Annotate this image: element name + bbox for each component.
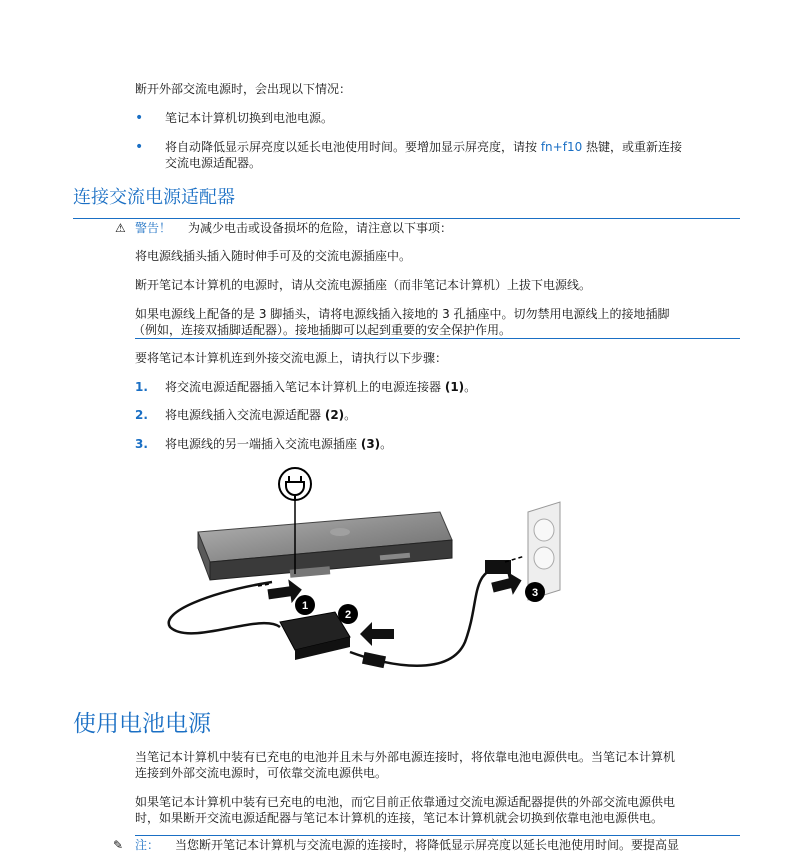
- bullet-2-line2: 交流电源适配器。: [165, 156, 262, 170]
- heading-rule: [73, 218, 740, 219]
- bullet-dot: •: [135, 110, 144, 126]
- battery-para-2: 如果笔记本计算机中装有已充电的电池，而它目前正依靠通过交流电源适配器提供的外部交流电源供电 时，如果断开交流电源适配器与笔记本计算机的连接，笔记本计算机就会切换到依靠电池电源供电。: [135, 795, 676, 825]
- warning-item-2: 断开笔记本计算机的电源时，请从交流电源插座（而非笔记本计算机）上拔下电源线。: [135, 278, 592, 292]
- section-heading-ac-adapter: 连接交流电源适配器: [73, 187, 235, 208]
- warning-end-rule: [135, 338, 740, 339]
- ac-adapter-connection-figure: [150, 462, 590, 692]
- warning-text: 为减少电击或设备损坏的危险，请注意以下事项：: [188, 221, 453, 235]
- bullet-2: [165, 139, 745, 171]
- steps-intro: 要将笔记本计算机连到外接交流电源上，请执行以下步骤：: [135, 351, 448, 365]
- note-icon: ✎: [113, 838, 124, 852]
- step-2-text: 将电源线插入交流电源适配器 (2)。: [165, 408, 357, 422]
- step-3-number: 3.: [135, 437, 148, 451]
- bullet-dot: •: [135, 139, 144, 155]
- laptop-illustration: [198, 512, 452, 580]
- bullet-2-pre: 将自动降低显示屏亮度以延长电池使用时间。要增加显示屏亮度，请按: [165, 140, 541, 154]
- step-1-number: 1.: [135, 380, 148, 394]
- warning-item-3-line2: （例如，连接双插脚适配器）。接地插脚可以起到重要的安全保护作用。: [133, 323, 512, 337]
- svg-text:1: 1: [301, 600, 309, 612]
- warning-item-1: 将电源线插头插入随时伸手可及的交流电源插座中。: [135, 249, 412, 263]
- warning-label: 警告！: [135, 221, 172, 235]
- section-heading-battery-power: 使用电池电源: [73, 711, 211, 737]
- note-text: 当您断开笔记本计算机与交流电源的连接时，将降低显示屏亮度以延长电池使用时间。要提高显: [175, 838, 680, 852]
- note-label: 注：: [135, 838, 160, 852]
- arrow-2: [360, 622, 394, 646]
- battery-para-1: 当笔记本计算机中装有已充电的电池并且未与外部电源连接时，将依靠电池电源供电。当笔记本计算机 连接到外部交流电源时，可依靠交流电源供电。: [135, 750, 676, 780]
- step-1-text: 将交流电源适配器插入笔记本计算机上的电源连接器 (1)。: [165, 380, 477, 394]
- warning-item-3-line1: 如果电源线上配备的是 3 脚插头，请将电源线插入接地的 3 孔插座中。切勿禁用电源线上的接地插脚: [135, 307, 670, 321]
- step-2-number: 2.: [135, 408, 148, 422]
- intro-text: 断开外部交流电源时，会出现以下情况：: [135, 82, 352, 96]
- warning-icon: ⚠: [115, 221, 126, 235]
- fn-f10-hotkey-link[interactable]: fn+f10: [540, 140, 583, 154]
- svg-text:2: 2: [344, 609, 352, 621]
- bullet-1-text: 笔记本计算机切换到电池电源。: [165, 111, 334, 125]
- svg-text:3: 3: [531, 587, 539, 599]
- step-3-text: 将电源线的另一端插入交流电源插座 (3)。: [165, 437, 393, 451]
- note-rule: [135, 835, 740, 836]
- bullet-2-post: 热键，或重新连接: [582, 140, 683, 154]
